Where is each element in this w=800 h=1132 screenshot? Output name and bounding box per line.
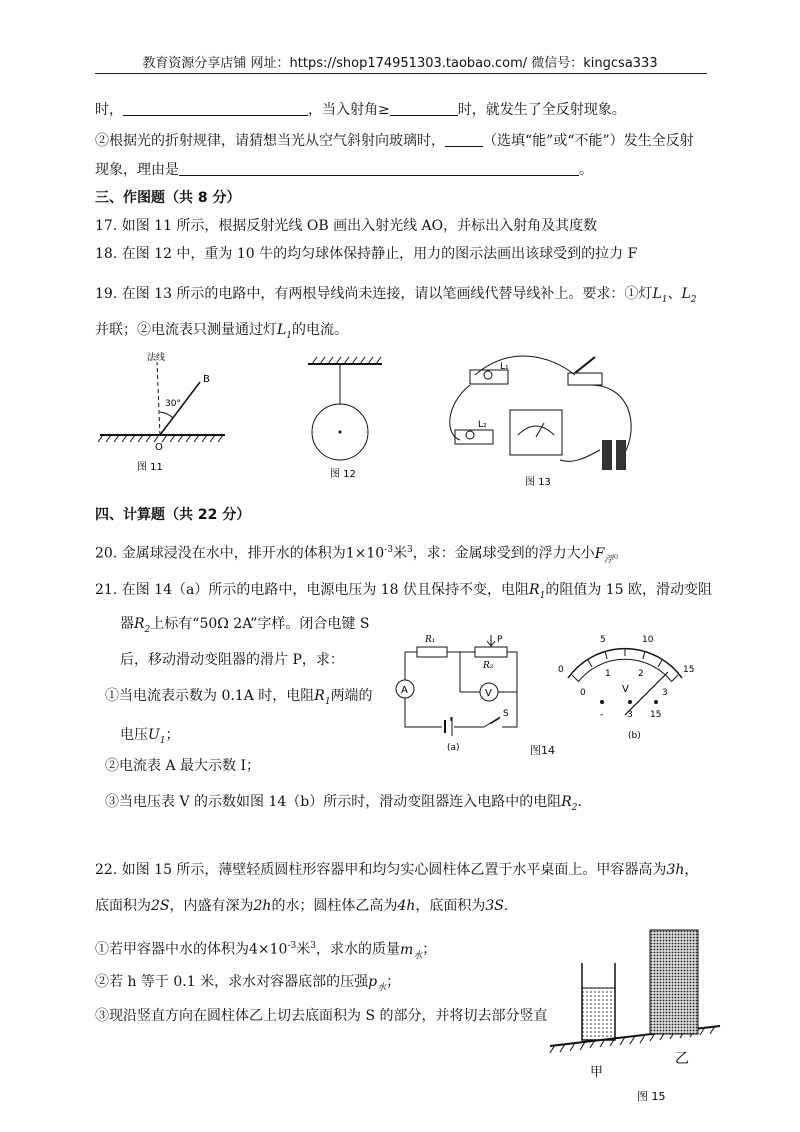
q22-unit: 米	[296, 941, 311, 958]
question-22-step-3: ③现沿竖直方向在圆柱体乙上切去底面积为 S 的部分，并将切去部分竖直	[95, 1008, 548, 1024]
resistor-R1	[417, 647, 447, 657]
question-19-line-1	[95, 284, 697, 310]
var-2S: 2S	[151, 898, 170, 914]
var-4h: 4h	[397, 898, 416, 914]
header-rule	[95, 73, 707, 74]
fig14a-label: (a)	[447, 743, 460, 753]
q19-sep: 、	[667, 286, 682, 302]
container-jia-water	[582, 988, 615, 1040]
figure-14b-voltmeter	[550, 620, 700, 740]
question-19-line-2	[95, 320, 348, 346]
answer-blank-2[interactable]	[390, 101, 458, 116]
q22-step2-a: ②若 h 等于 0.1 米，求水对容器底部的压强	[95, 974, 369, 990]
q22-step1-a: ①若甲容器中水的体积为	[95, 941, 249, 958]
fig11-B-label: B	[203, 374, 210, 385]
q22-step1-c: ，求水的质量	[315, 941, 400, 958]
q20-unit: 米	[392, 545, 407, 562]
rheostat-R2	[475, 647, 507, 657]
q21-part-a: 21. 在图 14（a）所示的电路中，电源电压为 18 伏且保持不变，电阻	[95, 582, 530, 598]
question-22-step-1: ①若甲容器中水的体积为$4\times 10^{-3}$米$^3$，求水的质量$m_水$；	[95, 941, 437, 961]
dial-outer-10: 10	[642, 635, 654, 645]
q20-unit-exp: 3	[406, 545, 413, 555]
section-3-title: 三、作图题（共 8 分）	[95, 190, 241, 206]
q21-step1-c: 电压	[120, 727, 148, 743]
q19-part-c: 的电流。	[292, 322, 349, 338]
line1-part-c: 时，就发生了全反射现象。	[457, 102, 626, 118]
terminal-15: 15	[650, 710, 662, 720]
question-20	[95, 540, 627, 569]
var-R2: $R_2$	[561, 794, 578, 813]
line1-part-a: 时，	[95, 102, 123, 118]
var-L2: $L_2$	[681, 286, 697, 305]
fig13-caption: 图 13	[525, 477, 551, 488]
question-21-step-1	[105, 686, 373, 712]
question-17: 17. 如图 11 所示，根据反射光线 OB 画出入射光线 AO，并标出入射角及其度数	[95, 218, 598, 234]
question-18: 18. 在图 12 中，重为 10 牛的均匀球体保持静止，用力的图示法画出该球受到的拉力 F	[95, 246, 638, 262]
question-21-line-1	[95, 580, 712, 606]
line2-part-b: （选填“能”或“不能”）发生全反射	[483, 133, 694, 149]
terminal-minus: -	[600, 710, 604, 720]
var-2h: 2h	[253, 898, 272, 914]
line3-part-b: 。	[579, 162, 593, 178]
var-R2: $R_2$	[134, 616, 151, 635]
dial-unit: V	[622, 684, 629, 695]
q22-part-c: 底面积为	[95, 898, 151, 914]
answer-blank-3[interactable]	[445, 132, 483, 147]
dial-inner-3: 3	[662, 688, 668, 698]
question-21-step-3	[105, 792, 582, 818]
fig15-caption: 图 15	[637, 1090, 666, 1103]
q21-step3-a: ③当电压表 V 的示数如图 14（b）所示时，滑动变阻器连入电路中的电阻	[105, 794, 562, 810]
fig12-caption: 图 12	[330, 469, 356, 480]
line1-part-b: ，当入射角≥	[308, 102, 390, 118]
lamp-L1-base	[470, 370, 508, 384]
var-m-water: $m_水$	[399, 941, 423, 961]
dial-outer-0: 0	[558, 665, 564, 675]
q22-part-f: ，底面积为	[415, 898, 486, 914]
fig14-V-label: V	[485, 688, 492, 699]
q20-part-d: 。	[613, 545, 628, 562]
fig11-normal-label: 法线	[147, 353, 166, 363]
fig13-L2-label: L₂	[478, 420, 487, 430]
fig15-yi-label: 乙	[675, 1051, 689, 1067]
var-F-buoyancy: $F_浮$	[594, 545, 614, 565]
figure-15	[545, 918, 725, 1108]
q20-volume: 1×10	[345, 545, 385, 562]
dial-outer-5: 5	[600, 635, 606, 645]
var-R1: $R_1$	[314, 688, 331, 707]
terminal-3: 3	[627, 710, 633, 720]
q21-step1-a: ①当电流表示数为 0.1A 时，电阻	[105, 688, 315, 704]
q21-part-c: 器	[120, 616, 134, 632]
battery-2	[616, 440, 626, 470]
dial-inner-0: 0	[580, 688, 586, 698]
q19-part-a: 19. 在图 13 所示的电路中，有两根导线尚未连接，请以笔画线代替导线补上。要求：①灯	[95, 286, 653, 302]
fig14b-label: (b)	[628, 731, 641, 740]
figure-12	[300, 352, 390, 482]
fig14-S-label: S	[503, 709, 509, 719]
fig14-caption: 图14	[530, 744, 555, 757]
q22-part-b: ，	[684, 862, 699, 878]
q20-exponent: -3	[384, 545, 393, 555]
q22-part-e: 的水；圆柱体乙高为	[271, 898, 398, 914]
question-22-step-2	[95, 972, 400, 998]
q21-part-d: 上标有“50Ω 2A”字样。闭合电键 S	[150, 616, 370, 632]
figure-11	[95, 350, 230, 475]
text-line-1	[95, 100, 626, 120]
var-3S: 3S	[485, 898, 504, 914]
q22-exponent: -3	[287, 941, 297, 951]
dial-inner-1: 1	[605, 669, 611, 679]
fig14-R2-label: R₂	[483, 661, 494, 671]
figure-14a-circuit	[385, 632, 535, 757]
dial-outer-15: 15	[683, 665, 695, 675]
var-p-water: $p_水$	[368, 974, 387, 993]
dial-inner-2: 2	[638, 669, 644, 679]
text-line-2	[95, 131, 694, 151]
question-22-line-1	[95, 860, 698, 880]
q22-part-d: ，内盛有深为	[169, 898, 254, 914]
question-21-step-2: ②电流表 A 最大示数 I；	[105, 758, 260, 774]
fig11-caption: 图 11	[137, 462, 163, 473]
q22-part-a: 22. 如图 15 所示，薄壁轻质圆柱形容器甲和均匀实心圆柱体乙置于水平桌面上。甲容器高为	[95, 862, 667, 878]
ammeter	[510, 410, 562, 455]
fig14-P-label: P	[497, 635, 503, 645]
q21-part-b: 的阻值为 15 欧，滑动变阻	[545, 582, 713, 598]
var-L1: $L_1$	[652, 286, 668, 305]
question-21-step-1-cont	[120, 725, 180, 751]
line3-part-a: 现象，理由是	[95, 162, 179, 178]
q20-part-a: 20. 金属球浸没在水中，排开水的体积为	[95, 545, 346, 562]
answer-blank-4[interactable]	[179, 161, 579, 176]
battery-1	[602, 440, 612, 470]
var-U1: $U_1$	[148, 727, 166, 746]
fig11-angle-label: 30°	[165, 399, 181, 409]
q21-step1-b: 两端的	[330, 688, 373, 704]
figure-13	[440, 345, 640, 490]
var-L1: $L_1$	[277, 322, 293, 341]
var-R1: $R_1$	[529, 582, 546, 601]
normal-line	[157, 362, 160, 435]
fig13-L1-label: L₁	[500, 362, 509, 372]
cylinder-yi	[650, 930, 698, 1034]
fig14-R1-label: R₁	[425, 635, 436, 645]
q20-part-c: ，求：金属球受到的浮力大小	[412, 545, 595, 562]
text-line-3	[95, 160, 593, 180]
q22-step1-d: ；	[422, 941, 437, 958]
fig14-A-label: A	[401, 685, 408, 696]
answer-blank-1[interactable]	[123, 101, 308, 116]
q19-part-b: 并联；②电流表只测量通过灯	[95, 322, 277, 338]
q22-part-g: .	[503, 898, 509, 914]
q22-volume: 4×10	[249, 941, 288, 958]
q22-step2-b: ；	[386, 974, 401, 990]
fig11-O-label: O	[155, 442, 163, 453]
fig15-jia-label: 甲	[590, 1065, 604, 1080]
q21-step1-d: ；	[165, 727, 180, 743]
line2-part-a: ②根据光的折射规律，请猜想当光从空气斜射向玻璃时，	[95, 133, 445, 149]
question-21-line-3: 后，移动滑动变阻器的滑片 P，求：	[120, 652, 344, 668]
q21-step3-b: .	[577, 794, 582, 810]
section-4-title: 四、计算题（共 22 分）	[95, 507, 251, 523]
question-21-line-2	[120, 614, 369, 640]
var-3h: 3h	[666, 862, 685, 878]
question-22-line-2	[95, 896, 508, 916]
page-header: 教育资源分享店铺 网址：https://shop174951303.taobao.com/ 微信号：kingcsa333	[142, 56, 658, 71]
switch	[568, 373, 602, 385]
